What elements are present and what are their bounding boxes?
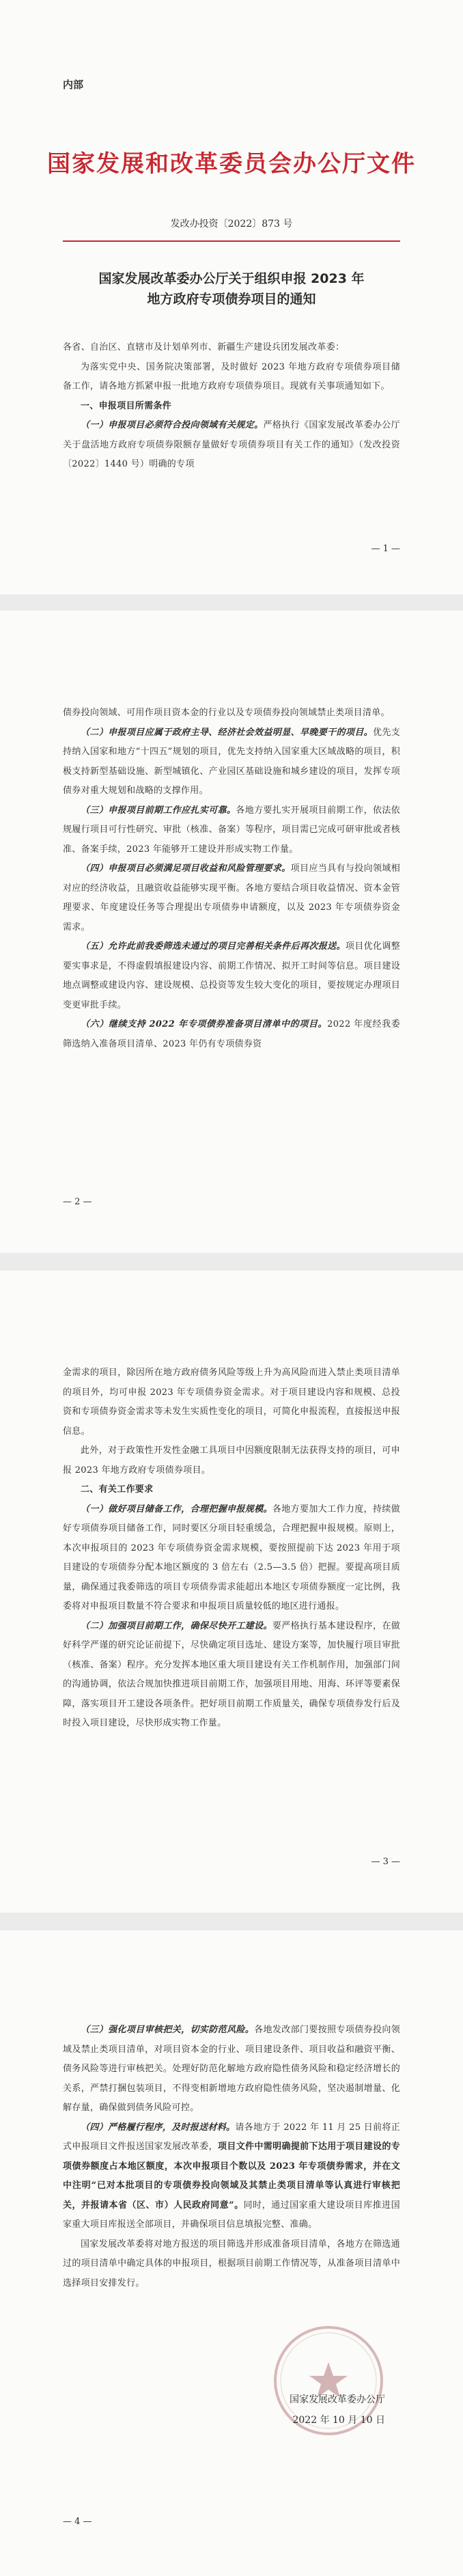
page-number-4: — 4 — [63,2517,92,2527]
s2-item-2 [63,1617,400,1734]
s2-item-4 [63,2118,400,2235]
page-number-2: — 2 — [63,1197,92,1207]
title-line-1: 国家发展改革委办公厅关于组织申报 2023 年 [98,271,365,286]
s2-item-4-text-a: 请各地方于 2022 年 11 月 25 日前将正式申报项目文件报送国家发展改革委， [63,2122,400,2152]
document-number: 发改办投资〔2022〕873 号 [170,219,293,230]
s1-item-1 [63,416,400,475]
classification-mark: 内部 [63,79,84,91]
document-page-4 [0,1930,463,2576]
page-3-body [63,1363,400,1734]
s2-item-1 [63,1500,400,1617]
s2-item-1-lead: （一）做好项目储备工作，合理把握申报规模。 [81,1504,272,1514]
addressee: 各省、自治区、直辖市及计划单列市、新疆生产建设兵团发展改革委： [63,342,345,352]
closing-paragraph: 国家发展改革委将对地方报送的项目筛选并形成准备项目清单，各地方在筛选通过的项目清单中确定具体的申报项目，根据项目前期工作情况等，从准备项目清单中选择项目安排发行。 [63,2239,400,2288]
s1-item-6 [63,1015,400,1054]
page-number-1: — 1 — [371,544,400,554]
s1-item-6-text: 2022 年度经我委筛选纳入准备项目清单、2023 年仍有专项债券资 [63,1019,400,1049]
s2-item-2-text: 要严格执行基本建设程序，在做好科学严谨的研究论证前提下，尽快确定项目选址、建设方案等，加快履行项目审批（核准、备案）程序。充分发挥本地区重大项目建设有关工作机制作用，加强部门间的沟通协调，依法合规加快推进项目前期工作，加强项目用地、用海、环评等要素保障，落实项目开工建设各项条件。把好项目前期工作质量关，确保专项债券发行后及时投入项目建设，尽快形成实物工作量。 [63,1620,400,1728]
s2-item-4-text-b: 同时，通过国家重大建设项目库推进国家重大项目库报送全部项目，并确保项目信息填报完整、准确。 [63,2200,400,2230]
signature-organization: 国家发展改革委办公厅 [290,2394,385,2405]
document-page-1 [0,0,463,594]
s1-item-3 [63,801,400,860]
s1-item-2-text: 优先支持纳入国家和地方“十四五”规划的项目，优先支持纳入国家重大区域战略的项目，积极支持新型基础设施、新型城镇化、产业园区基础设施和城乡建设的项目，发挥专项债券对重大规划和战略的支撑作用。 [63,727,400,796]
s1-item-3-text: 各地方要扎实开展项目前期工作，依法依规履行项目可行性研究、审批（核准、备案）等程序，项目需已完成可研审批或者核准、备案手续，2023 年能够开工建设并形成实物工作量。 [63,805,400,855]
page-1-body [63,338,400,475]
s2-item-4-lead: （四）严格履行程序，及时报送材料。 [81,2122,236,2133]
s2-item-1-text: 各地方要加大工作力度，持续做好专项债券项目储备工作，同时要区分项目轻重缓急，合理把握申报规模。原则上，本次申报项目的 2023 年专项债券资金需求规模，要按照提前下达 2023 年用于项目建设的专项债券分配本地区额度的 3 倍左右（2.5—3.5 倍）把握。要提高项目质量，确保通过我委筛选的项目专项债券需求能超出本地区专项债券额度一定比例，我委将对申报项目数量不符合要求和申报项目质量较低的地区进行通报。 [63,1504,400,1611]
signature-date: 2022 年 10 月 10 日 [292,2415,385,2426]
document-title [63,268,400,309]
s2-item-3 [63,2021,400,2118]
s1-item-5-text: 项目优化调整要实事求是，不得虚假填报建设内容、前期工作情况、拟开工时间等信息。项目建设地点调整或建设内容、建设规模、总投资等发生较大变化的项目，要按规定办理项目变更审批手续。 [63,941,400,1010]
s1-item-2-lead: （二）申报项目应属于政府主导、经济社会效益明显、早晚要干的项目。 [81,727,373,738]
page-number-3: — 3 — [371,1857,400,1867]
s1-item-1-text: 严格执行《国家发展改革委办公厅关于盘活地方政府专项债券限额存量做好专项债券项目有关工作的通知》（发改投资〔2022〕1440 号）明确的专项 [63,420,400,469]
s1-item-4-text: 项目应当具有与投向领域相对应的经济收益，且融资收益能够实现平衡。各地方要结合项目收益情况、资本金管理要求、年度建设任务等合理提出专项债券申请额度，以及 2023 年专项债券资金需求。 [63,863,400,932]
intro-paragraph: 为落实党中央、国务院决策部署，及时做好 2023 年地方政府专项债券项目储备工作，请各地方抓紧申报一批地方政府专项债券项目。现就有关事项通知如下。 [63,361,400,391]
s1-item-4 [63,859,400,937]
title-line-2: 地方政府专项债券项目的通知 [147,292,316,307]
s1-item-5-lead: （五）允许此前我委筛选未通过的项目完善相关条件后再次报送。 [81,941,346,952]
s1-item-5 [63,937,400,1015]
s1-item-4-lead: （四）申报项目必须满足项目收益和风险管理要求。 [81,863,291,874]
s1-item-1-continued: 债券投向领域、可用作项目资本金的行业以及专项债券投向领域禁止类项目清单。 [63,708,390,718]
s2-item-4-bold-requirement: 项目文件中需明确提前下达用于项目建设的专项债券额度占本地区额度，本次申报项目个数以及 2023 年专项债券需求，并在文中注明“已对本批项目的专项债券投向领域及其禁止类项目清单等认真进行审核把关，并报请本省（区、市）人民政府同意”。 [63,2142,400,2211]
s2-item-3-text: 各地发改部门要按照专项债券投向领域及禁止类项目清单，对项目资本金的行业、项目建设条件、项目收益和融资平衡、债务风险等进行审核把关。处理好防范化解地方政府隐性债务风险和稳定经济增长的关系，严禁打捆包装项目，不得变相新增地方政府隐性债务风险，坚决遏制增量、化解存量，确保做到债务风险可控。 [63,2025,400,2113]
document-page-2 [0,611,463,1253]
section-2-heading: 二、有关工作要求 [81,1484,154,1495]
page-4-body [63,2021,400,2293]
s1-item-3-lead: （三）申报项目前期工作应扎实可靠。 [81,805,236,816]
s1-item-6-lead: （六）继续支持 2022 年专项债券准备项目清单中的项目。 [81,1019,328,1029]
page-2-body [63,704,400,1054]
s2-item-2-lead: （二）加强项目前期工作，确保尽快开工建设。 [81,1620,272,1631]
s1-extra-paragraph: 此外，对于政策性开发性金融工具项目中因额度限制无法获得支持的项目，可申报 2023 年地方政府专项债券项目。 [63,1445,400,1476]
s2-item-3-lead: （三）强化项目审核把关，切实防范风险。 [81,2025,255,2035]
s1-item-2 [63,723,400,801]
red-separator-line [63,240,400,242]
s1-item-6-continued: 金需求的项目，除因所在地方政府债务风险等级上升为高风险而进入禁止类项目清单的项目外，均可申报 2023 年专项债券资金需求。对于项目建设内容和规模、总投资和专项债券资金需求等未发生实质性变化的项目，可简化申报流程，直接报送申报信息。 [63,1368,400,1437]
document-page-3 [0,1271,463,1913]
issuer-header: 国家发展和改革委员会办公厅文件 [47,150,416,178]
section-1-heading: 一、申报项目所需条件 [81,400,172,411]
s1-item-1-lead: （一）申报项目必须符合投向领域有关规定。 [81,420,264,430]
